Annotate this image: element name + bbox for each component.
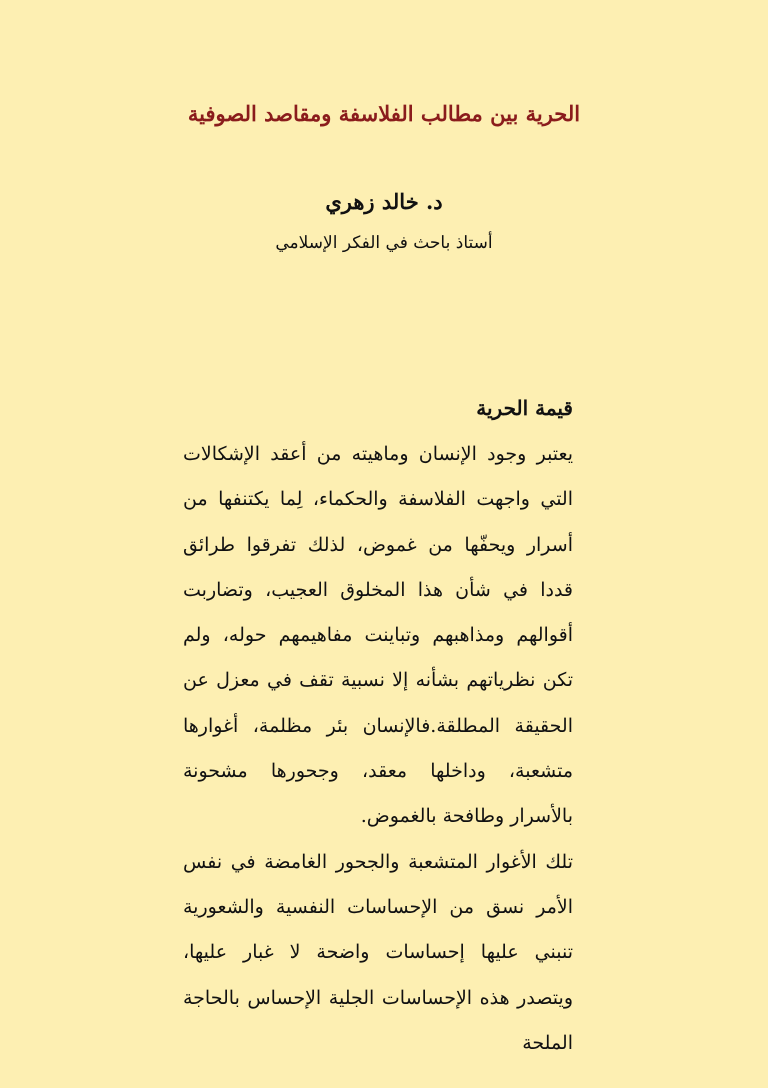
document-title: الحرية بين مطالب الفلاسفة ومقاصد الصوفية bbox=[187, 101, 581, 126]
paragraph-2: تلك الأغوار المتشعبة والجحور الغامضة في نفس الأمر نسق من الإحساسات النفسية والشعورية تنبني عليها إحساسات واضحة لا غبار عليها، ويتصدر هذه الإحساسات الجلية الإحساس بالحاجة الملحة bbox=[183, 850, 573, 1054]
body-text bbox=[183, 432, 573, 1066]
paragraph-1: يعتبر وجود الإنسان وماهيته من أعقد الإشكالات التي واجهت الفلاسفة والحكماء، لِما يكتنفها من أسرار ويحفّها من غموض، لذلك تفرقوا طرائق قددا في شأن هذا المخلوق العجيب، وتضاربت أقوالهم ومذاهبهم وتباينت مفاهيمهم حوله، ولم تكن نظرياتهم بشأنه إلا نسبية تقف في معزل عن الحقيقة المطلقة.فالإنسان بئر مظلمة، أغوارها متشعبة، وداخلها معقد، وجحورها مشحونة بالأسرار وطافحة بالغموض. bbox=[183, 443, 573, 828]
author-role: أستاذ باحث في الفكر الإسلامي bbox=[275, 233, 493, 253]
author-name: د. خالد زهري bbox=[325, 189, 443, 214]
section-heading: قيمة الحرية bbox=[476, 396, 573, 420]
